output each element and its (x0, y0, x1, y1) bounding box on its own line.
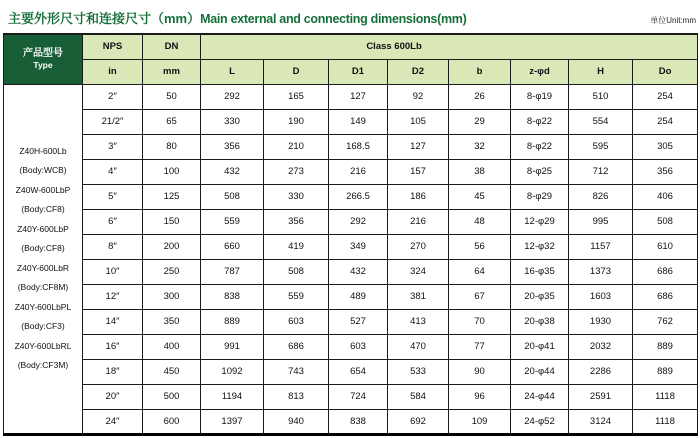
cell-zd: 16-φ35 (511, 259, 569, 284)
table-row (4, 134, 698, 159)
cell-dn: 300 (143, 284, 201, 309)
cell-b: 77 (449, 334, 511, 359)
cell-dn: 500 (143, 384, 201, 409)
cell-l: 787 (201, 259, 264, 284)
table-row (4, 159, 698, 184)
table-row (4, 384, 698, 409)
cell-l: 330 (201, 109, 264, 134)
cell-d1: 127 (329, 84, 388, 109)
col-header-L: L (201, 59, 264, 84)
cell-nps: 4″ (83, 159, 143, 184)
cell-do: 406 (633, 184, 698, 209)
table-row (4, 409, 698, 434)
table-body (4, 84, 698, 434)
cell-nps: 2″ (83, 84, 143, 109)
class-group-label: Class 600Lb (366, 41, 422, 53)
table-row (4, 84, 698, 109)
cell-zd: 20-φ38 (511, 309, 569, 334)
cell-nps: 8″ (83, 234, 143, 259)
cell-l: 559 (201, 209, 264, 234)
cell-do: 686 (633, 259, 698, 284)
cell-b: 38 (449, 159, 511, 184)
cell-dn: 65 (143, 109, 201, 134)
dimensions-table (3, 33, 698, 436)
cell-d: 190 (264, 109, 329, 134)
type-line: Z40Y-600LbP (17, 223, 69, 234)
cell-dn: 100 (143, 159, 201, 184)
type-line: (Body:CF8) (21, 243, 65, 253)
cell-b: 26 (449, 84, 511, 109)
type-line: Z40Y-600LbR (16, 262, 70, 273)
type-header-en: Type (33, 60, 53, 71)
cell-nps: 5″ (83, 184, 143, 209)
cell-l: 889 (201, 309, 264, 334)
col-header-H: H (569, 59, 633, 84)
cell-d2: 186 (388, 184, 449, 209)
table-row (4, 284, 698, 309)
cell-d1: 527 (329, 309, 388, 334)
cell-d: 743 (264, 359, 329, 384)
cell-dn: 50 (143, 84, 201, 109)
cell-b: 45 (449, 184, 511, 209)
cell-h: 554 (569, 109, 633, 134)
cell-b: 96 (449, 384, 511, 409)
cell-do: 1118 (633, 409, 698, 434)
cell-d2: 216 (388, 209, 449, 234)
cell-l: 356 (201, 134, 264, 159)
cell-b: 90 (449, 359, 511, 384)
cell-dn: 200 (143, 234, 201, 259)
cell-dn: 600 (143, 409, 201, 434)
cell-d2: 157 (388, 159, 449, 184)
col-header-in: in (83, 59, 143, 84)
table-row (4, 334, 698, 359)
col-header-mm: mm (143, 59, 201, 84)
cell-d2: 584 (388, 384, 449, 409)
cell-h: 1930 (569, 309, 633, 334)
cell-b: 67 (449, 284, 511, 309)
table-row (4, 234, 698, 259)
cell-d: 603 (264, 309, 329, 334)
cell-h: 1157 (569, 234, 633, 259)
cell-nps: 18″ (83, 359, 143, 384)
cell-h: 2286 (569, 359, 633, 384)
cell-d: 686 (264, 334, 329, 359)
cell-zd: 8-φ19 (511, 84, 569, 109)
cell-h: 826 (569, 184, 633, 209)
cell-zd: 24-φ52 (511, 409, 569, 434)
cell-nps: 14″ (83, 309, 143, 334)
cell-do: 686 (633, 284, 698, 309)
cell-d: 813 (264, 384, 329, 409)
col-header-D2: D2 (388, 59, 449, 84)
cell-d1: 266.5 (329, 184, 388, 209)
header-row-1 (4, 34, 698, 59)
col-header-Do: Do (633, 59, 698, 84)
cell-b: 29 (449, 109, 511, 134)
cell-zd: 20-φ35 (511, 284, 569, 309)
cell-d: 559 (264, 284, 329, 309)
cell-do: 508 (633, 209, 698, 234)
cell-zd: 12-φ29 (511, 209, 569, 234)
page-title (8, 8, 466, 27)
cell-nps: 20″ (83, 384, 143, 409)
product-type-cell (4, 84, 83, 434)
cell-d: 165 (264, 84, 329, 109)
cell-nps: 10″ (83, 259, 143, 284)
cell-h: 595 (569, 134, 633, 159)
cell-d2: 533 (388, 359, 449, 384)
cell-d1: 654 (329, 359, 388, 384)
cell-h: 1373 (569, 259, 633, 284)
cell-h: 1603 (569, 284, 633, 309)
cell-d: 330 (264, 184, 329, 209)
cell-d2: 127 (388, 134, 449, 159)
type-line: Z40H-600Lb (19, 145, 67, 156)
type-header (4, 34, 83, 84)
cell-d: 419 (264, 234, 329, 259)
cell-do: 305 (633, 134, 698, 159)
cell-d2: 413 (388, 309, 449, 334)
cell-do: 356 (633, 159, 698, 184)
cell-do: 889 (633, 359, 698, 384)
col-header-D: D (264, 59, 329, 84)
product-type-list (4, 85, 82, 433)
cell-d1: 216 (329, 159, 388, 184)
type-line: (Body:CF8M) (17, 282, 69, 292)
cell-d1: 838 (329, 409, 388, 434)
cell-nps: 16″ (83, 334, 143, 359)
header-row-2 (4, 59, 698, 84)
cell-dn: 125 (143, 184, 201, 209)
cell-d1: 432 (329, 259, 388, 284)
cell-dn: 450 (143, 359, 201, 384)
unit-note: 单位Unit:mm (650, 16, 696, 25)
cell-zd: 20-φ44 (511, 359, 569, 384)
col-header-dn: DN (143, 34, 201, 59)
cell-l: 660 (201, 234, 264, 259)
page-title-en: Main external and connecting dimensions(mm) (200, 12, 467, 26)
type-line: Z40W-600LbP (15, 184, 71, 195)
cell-h: 2591 (569, 384, 633, 409)
cell-l: 432 (201, 159, 264, 184)
cell-d1: 292 (329, 209, 388, 234)
cell-h: 995 (569, 209, 633, 234)
cell-d1: 489 (329, 284, 388, 309)
cell-d1: 349 (329, 234, 388, 259)
cell-b: 56 (449, 234, 511, 259)
cell-dn: 400 (143, 334, 201, 359)
cell-d: 356 (264, 209, 329, 234)
cell-d1: 603 (329, 334, 388, 359)
type-line: (Body:WCB) (19, 165, 67, 175)
cell-nps: 12″ (83, 284, 143, 309)
cell-dn: 150 (143, 209, 201, 234)
cell-h: 3124 (569, 409, 633, 434)
cell-do: 610 (633, 234, 698, 259)
cell-b: 32 (449, 134, 511, 159)
cell-l: 508 (201, 184, 264, 209)
type-line: (Body:CF3M) (17, 360, 69, 370)
page-title-zh: 主要外形尺寸和连接尺寸（mm） (8, 11, 201, 26)
table-row (4, 259, 698, 284)
cell-h: 510 (569, 84, 633, 109)
cell-d1: 168.5 (329, 134, 388, 159)
cell-l: 292 (201, 84, 264, 109)
cell-d2: 470 (388, 334, 449, 359)
cell-d1: 149 (329, 109, 388, 134)
cell-dn: 80 (143, 134, 201, 159)
table-row (4, 309, 698, 334)
cell-l: 1397 (201, 409, 264, 434)
cell-l: 1092 (201, 359, 264, 384)
cell-h: 2032 (569, 334, 633, 359)
table-row (4, 209, 698, 234)
cell-do: 254 (633, 109, 698, 134)
cell-zd: 8-φ22 (511, 109, 569, 134)
cell-d2: 270 (388, 234, 449, 259)
cell-d: 940 (264, 409, 329, 434)
cell-zd: 8-φ29 (511, 184, 569, 209)
type-line: (Body:CF3) (21, 321, 65, 331)
cell-d: 273 (264, 159, 329, 184)
cell-h: 712 (569, 159, 633, 184)
title-row (0, 0, 700, 33)
class-group-header (201, 34, 698, 59)
cell-d2: 105 (388, 109, 449, 134)
cell-zd: 24-φ44 (511, 384, 569, 409)
cell-zd: 20-φ41 (511, 334, 569, 359)
cell-b: 109 (449, 409, 511, 434)
cell-b: 48 (449, 209, 511, 234)
cell-l: 838 (201, 284, 264, 309)
col-header-zd: z-φd (511, 59, 569, 84)
cell-nps: 6″ (83, 209, 143, 234)
col-header-nps: NPS (83, 34, 143, 59)
table-header (4, 34, 698, 84)
cell-do: 1118 (633, 384, 698, 409)
table-row (4, 184, 698, 209)
cell-zd: 12-φ32 (511, 234, 569, 259)
col-header-b: b (449, 59, 511, 84)
cell-d2: 692 (388, 409, 449, 434)
cell-do: 889 (633, 334, 698, 359)
cell-l: 1194 (201, 384, 264, 409)
cell-b: 70 (449, 309, 511, 334)
cell-d2: 92 (388, 84, 449, 109)
cell-d: 210 (264, 134, 329, 159)
table-row (4, 109, 698, 134)
cell-nps: 24″ (83, 409, 143, 434)
type-line: Z40Y-600LbPL (14, 301, 72, 312)
cell-dn: 350 (143, 309, 201, 334)
cell-nps: 21/2″ (83, 109, 143, 134)
cell-d2: 324 (388, 259, 449, 284)
cell-l: 991 (201, 334, 264, 359)
cell-do: 762 (633, 309, 698, 334)
cell-nps: 3″ (83, 134, 143, 159)
cell-d: 508 (264, 259, 329, 284)
cell-d1: 724 (329, 384, 388, 409)
type-line: (Body:CF8) (21, 204, 65, 214)
col-header-D1: D1 (329, 59, 388, 84)
cell-b: 64 (449, 259, 511, 284)
type-header-zh: 产品型号 (23, 47, 63, 59)
table-row (4, 359, 698, 384)
cell-dn: 250 (143, 259, 201, 284)
cell-do: 254 (633, 84, 698, 109)
cell-d2: 381 (388, 284, 449, 309)
cell-zd: 8-φ25 (511, 159, 569, 184)
type-line: Z40Y-600LbRL (14, 340, 72, 351)
cell-zd: 8-φ22 (511, 134, 569, 159)
